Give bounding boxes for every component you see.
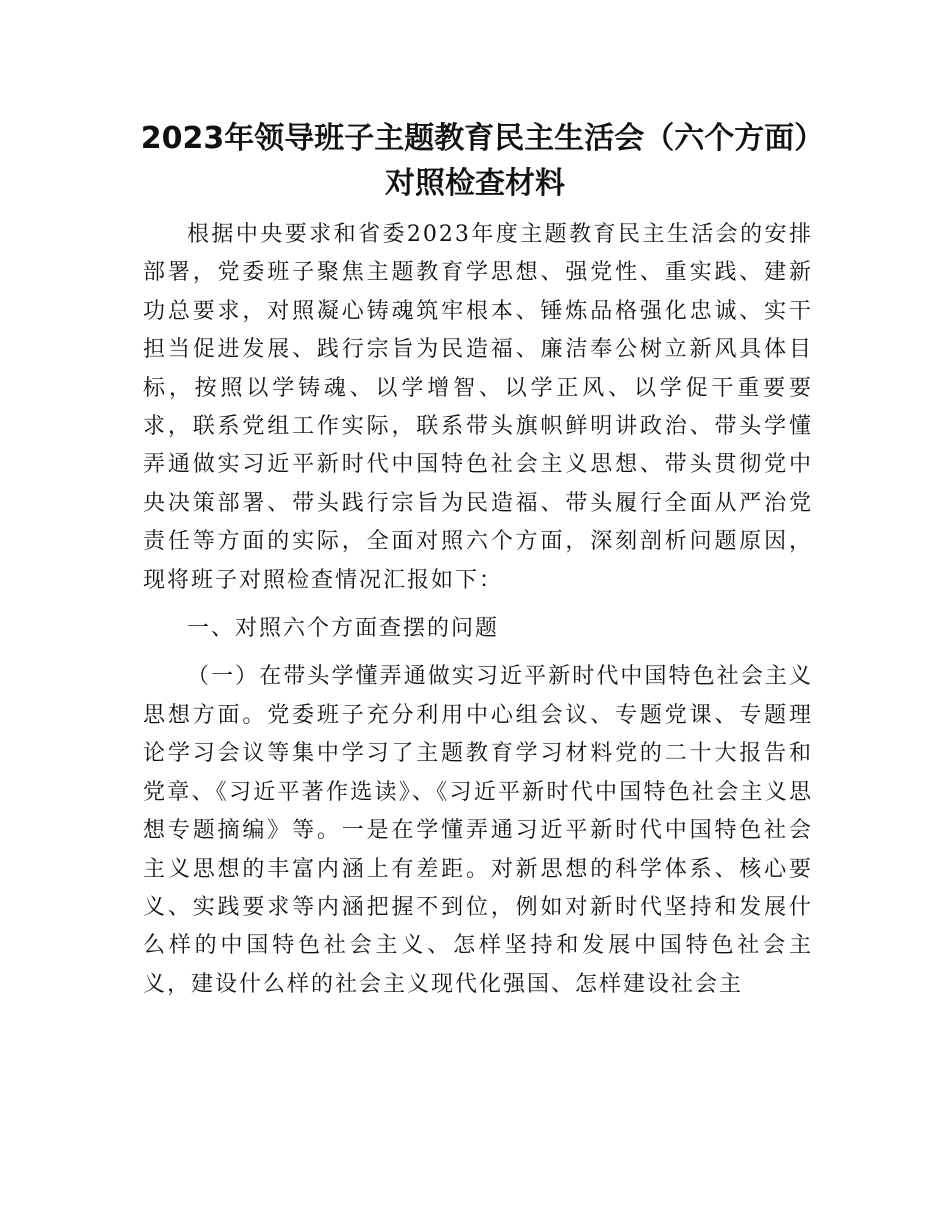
section-heading: 一、对照六个方面查摆的问题 <box>187 616 500 642</box>
subsection-paragraph: （一）在带头学懂弄通做实习近平新时代中国特色社会主义思想方面。党委班子充分利用中心组会议、专题党课、专题理论学习会议等集中学习了主题教育学习材料党的二十大报告和党章、《习近平著作选读》、《习近平新时代中国特色社会主义思想专题摘编》等。一是在学懂弄通习近平新时代中国特色社会主义思想的丰富内涵上有差距。对新思想的科学体系、核心要义、实践要求等内涵把握不到位，例如对新时代坚持和发展什么样的中国特色社会主义、怎样坚持和发展中国特色社会主义，建设什么样的社会主义现代化强国、怎样建设社会主 <box>143 664 813 997</box>
document-title: 2023年领导班子主题教育民主生活会（六个方面）对照检查材料 <box>140 121 810 201</box>
document-body <box>143 216 813 1004</box>
intro-paragraph: 根据中央要求和省委2023年度主题教育民主生活会的安排部署，党委班子聚焦主题教育学思想、强党性、重实践、建新功总要求，对照凝心铸魂筑牢根本、锤炼品格强化忠诚、实干担当促进发展、践行宗旨为民造福、廉洁奉公树立新风具体目标，按照以学铸魂、以学增智、以学正风、以学促干重要要求，联系党组工作实际，联系带头旗帜鲜明讲政治、带头学懂弄通做实习近平新时代中国特色社会主义思想、带头贯彻党中央决策部署、带头践行宗旨为民造福、带头履行全面从严治党责任等方面的实际，全面对照六个方面，深刻剖析问题原因，现将班子对照检查情况汇报如下： <box>143 222 813 593</box>
